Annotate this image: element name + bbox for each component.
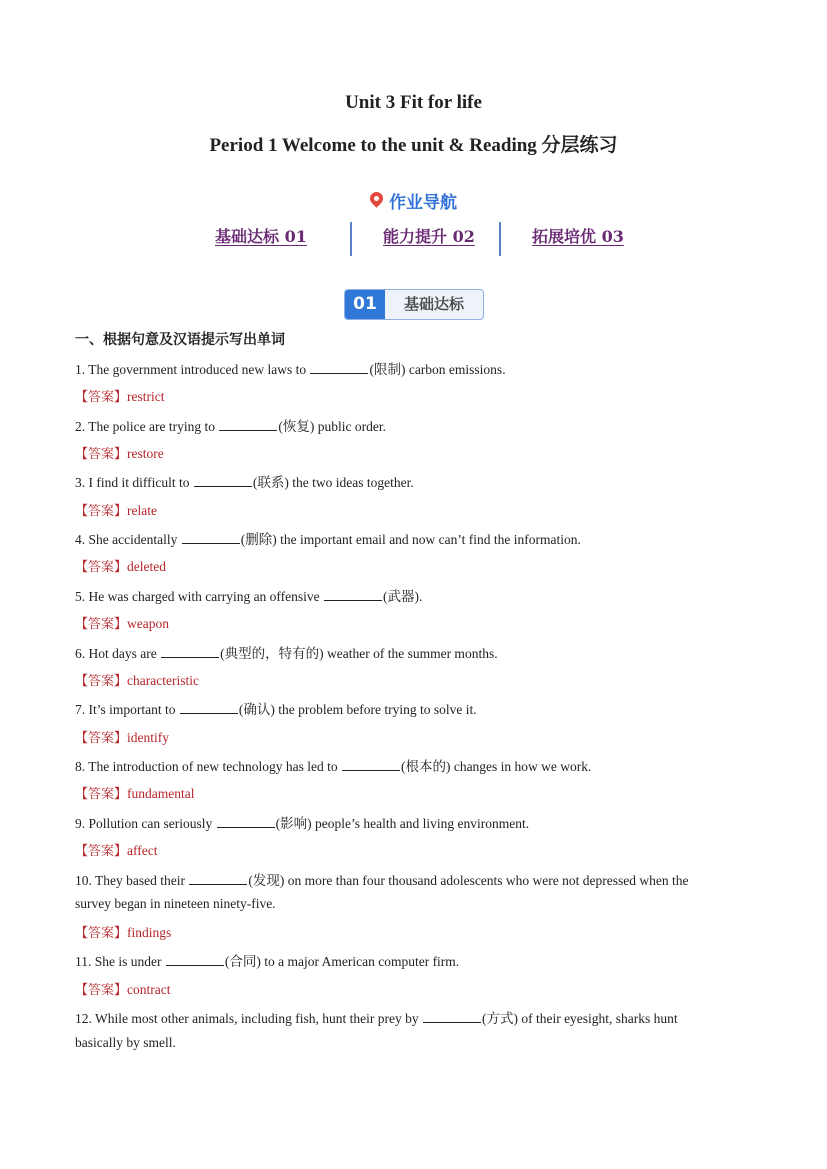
question-line: [75, 1007, 678, 1027]
badge-number: 01: [345, 290, 385, 319]
answer-value: affect: [127, 843, 158, 858]
question-line: [75, 585, 422, 605]
answer-blank: [189, 872, 247, 885]
answer-line: [75, 922, 171, 941]
chinese-hint: (影响): [275, 816, 312, 831]
question-text: 4. She accidentally: [75, 532, 181, 547]
answer-tag: 【答案】: [75, 926, 128, 941]
answer-line: [75, 840, 158, 859]
question-continuation: survey began in nineteen ninety-five.: [75, 896, 276, 911]
period-title: Period 1 Welcome to the unit & Reading 分层练习: [209, 135, 618, 156]
answer-blank: [310, 361, 368, 374]
answer-line: [75, 386, 165, 405]
question-text: 7. It’s important to: [75, 702, 179, 717]
unit-title: Unit 3 Fit for life: [345, 92, 482, 113]
question-text: on more than four thousand adolescents who were not depressed when the: [284, 873, 689, 888]
question-text: 11. She is under: [75, 954, 165, 969]
badge-label: 基础达标: [403, 295, 464, 313]
chinese-hint: (恢复): [278, 419, 315, 434]
answer-line: [75, 727, 169, 746]
answer-value: restrict: [127, 389, 165, 404]
chinese-hint: (发现): [248, 873, 285, 888]
answer-blank: [161, 645, 219, 658]
answer-tag: 【答案】: [75, 560, 128, 575]
answer-value: fundamental: [127, 786, 195, 801]
question-line: [75, 812, 529, 832]
answer-blank: [423, 1010, 481, 1023]
answer-blank: [342, 758, 400, 771]
question-text: 8. The introduction of new technology has led to: [75, 759, 341, 774]
answer-blank: [194, 474, 252, 487]
answer-tag: 【答案】: [75, 447, 128, 462]
chinese-hint: (限制): [369, 362, 406, 377]
answer-blank: [180, 701, 238, 714]
question-text: carbon emissions.: [405, 362, 506, 377]
question-text: 6. Hot days are: [75, 646, 161, 661]
question-line: [75, 698, 477, 718]
answer-tag: 【答案】: [75, 731, 128, 746]
answer-tag: 【答案】: [75, 983, 128, 998]
question-line: [75, 528, 581, 548]
question-text: people’s health and living environment.: [311, 816, 530, 831]
answer-blank: [182, 531, 240, 544]
chinese-hint: (删除): [240, 532, 277, 547]
nav-divider: [499, 222, 501, 256]
question-text: 9. Pollution can seriously: [75, 816, 216, 831]
question-text: public order.: [314, 419, 386, 434]
answer-line: [75, 443, 164, 462]
nav-heading: 作业导航: [389, 193, 457, 213]
section-title: 一、根据句意及汉语提示写出单词: [75, 332, 285, 348]
answer-tag: 【答案】: [75, 674, 128, 689]
nav-link-basic[interactable]: 基础达标 01: [215, 227, 307, 246]
answer-line: [75, 500, 157, 519]
answer-value: contract: [127, 982, 171, 997]
answer-tag: 【答案】: [75, 787, 128, 802]
chinese-hint: (联系): [252, 475, 289, 490]
question-text: 2. The police are trying to: [75, 419, 219, 434]
answer-line: [75, 556, 166, 575]
question-text: the important email and now can’t find the information.: [276, 532, 581, 547]
chinese-hint: (根本的): [400, 759, 451, 774]
answer-value: characteristic: [127, 673, 199, 688]
answer-tag: 【答案】: [75, 390, 128, 405]
answer-blank: [324, 588, 382, 601]
question-text: weather of the summer months.: [323, 646, 498, 661]
answer-line: [75, 783, 195, 802]
question-line: [75, 358, 506, 378]
chinese-hint: (合同): [224, 954, 261, 969]
answer-blank: [219, 418, 277, 431]
question-text: of their eyesight, sharks hunt: [517, 1011, 678, 1026]
question-line: [75, 471, 414, 491]
answer-value: identify: [127, 730, 170, 745]
answer-blank: [217, 815, 275, 828]
answer-value: relate: [127, 503, 157, 518]
question-text: 10. They based their: [75, 873, 189, 888]
nav-link-ability[interactable]: 能力提升 02: [383, 227, 475, 246]
answer-line: [75, 670, 199, 689]
answer-tag: 【答案】: [75, 617, 128, 632]
question-line: [75, 755, 591, 775]
answer-tag: 【答案】: [75, 844, 128, 859]
question-text: the two ideas together.: [288, 475, 414, 490]
answer-tag: 【答案】: [75, 504, 128, 519]
answer-line: [75, 979, 171, 998]
question-text: to a major American computer firm.: [260, 954, 460, 969]
question-text: changes in how we work.: [450, 759, 592, 774]
location-pin-icon: [367, 189, 385, 207]
question-text: 12. While most other animals, including fish, hunt their prey by: [75, 1011, 422, 1026]
answer-blank: [166, 953, 224, 966]
question-text: 3. I find it difficult to: [75, 475, 193, 490]
nav-divider: [350, 222, 352, 256]
question-text: .: [419, 589, 423, 604]
question-line: [75, 415, 386, 435]
chinese-hint: (确认): [238, 702, 275, 717]
homework-navigation-header: [0, 188, 827, 213]
question-line: [75, 869, 689, 889]
question-line: [75, 950, 459, 970]
question-continuation: basically by smell.: [75, 1035, 176, 1050]
answer-value: weapon: [127, 616, 169, 631]
answer-value: findings: [127, 925, 172, 940]
chinese-hint: (方式): [481, 1011, 518, 1026]
question-text: the problem before trying to solve it.: [274, 702, 477, 717]
question-line: [75, 642, 498, 662]
answer-line: [75, 613, 169, 632]
nav-link-extension[interactable]: 拓展培优 03: [532, 227, 624, 246]
question-text: 5. He was charged with carrying an offensive: [75, 589, 324, 604]
chinese-hint: (武器): [383, 589, 420, 604]
answer-value: restore: [127, 446, 164, 461]
answer-value: deleted: [127, 559, 166, 574]
question-text: 1. The government introduced new laws to: [75, 362, 310, 377]
chinese-hint: (典型的，特有的): [220, 646, 324, 661]
section-badge: [344, 289, 484, 320]
